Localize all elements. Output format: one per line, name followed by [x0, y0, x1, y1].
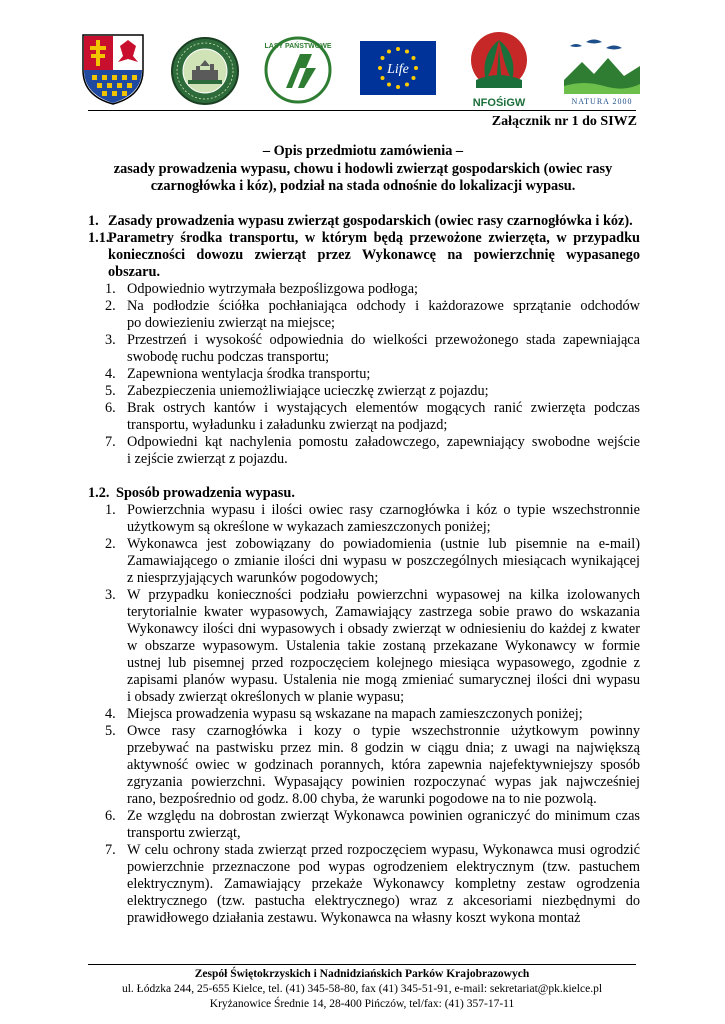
list-item-text: [127, 366, 640, 383]
list-item-number: 5.: [105, 723, 116, 739]
list-item-line: powierzchnie przeznaczone pod wypas ogrodzeniem elektrycznym (tzw. pastuchem: [127, 859, 640, 875]
list-item-number: 3.: [105, 332, 116, 348]
list-item-line: z niesprzyjających warunków pogodowych;: [127, 570, 379, 586]
list-item-text: [127, 706, 640, 723]
list-item-text: [127, 723, 640, 808]
footer-org-name: Zespół Świętokrzyskich i Nadnidziańskich Parków Krajobrazowych: [194, 968, 530, 980]
list-item-line: rano, bezpośrednio od godz. 8.00 chyba, że warunki pogodowe na to nie pozwolą.: [127, 791, 597, 807]
section-1-2: [88, 485, 640, 927]
list-item-line: Owce rasy czarnogłówka i kozy o typie wszechstronnie użytkowym powinny: [127, 723, 640, 739]
section-1-2-heading: 1.2. Sposób prowadzenia wypasu.: [88, 485, 295, 501]
list-item-number: 4.: [105, 706, 116, 722]
list-item: [88, 842, 640, 927]
natura-2000-logo: [564, 36, 640, 106]
list-item: [88, 298, 640, 332]
list-item-number: 4.: [105, 366, 116, 382]
list-item-text: [127, 587, 640, 706]
grazing-rules-list: [88, 502, 640, 927]
list-item-line: Zamawiającego o zmianie ilości dni wypasu w poszczególnych miesiącach wynikającej: [127, 553, 640, 569]
footer-divider: [88, 964, 636, 965]
section-1-1-heading: 1.1. Parametry środka transportu, w którym będą przewożone zwierzęta, w przypadku konieczności dowozu zwierząt przez Wykonawcę na powierzchnię wypasanego obszaru.: [88, 230, 640, 280]
list-item: [88, 332, 640, 366]
logo-row: [80, 30, 650, 110]
svg-text:NATURA 2000: NATURA 2000: [571, 97, 633, 106]
list-item: [88, 723, 640, 808]
list-item: [88, 434, 640, 468]
list-item-number: 1.: [105, 502, 116, 518]
section-1: [88, 213, 640, 468]
svg-text:Life: Life: [387, 62, 409, 77]
nfosigw-logo: [466, 30, 532, 110]
list-item-line: Odpowiedni kąt nachylenia pomostu załadowczego, zapewniający swobodne wejście: [127, 434, 640, 450]
list-item: [88, 281, 640, 298]
footer: [88, 967, 636, 1012]
list-item-line: W celu ochrony stada zwierząt przed rozpoczęciem wypasu, Wykonawca musi ogrodzić: [127, 842, 640, 858]
coat-of-arms-logo: [80, 32, 146, 106]
list-item-line: ustnej lub pisemnej przed rozpoczęciem kolejnego miesiąca wypasowego, zgodnie z: [127, 655, 640, 671]
list-item-line: Odpowiednio wytrzymała bezpoślizgowa podłoga;: [127, 281, 419, 297]
list-item-number: 2.: [105, 536, 116, 552]
list-item-line: Ze względu na dobrostan zwierząt Wykonawca powinien ograniczyć do minimum czas: [127, 808, 640, 824]
list-item-text: [127, 842, 640, 927]
list-item-line: prawidłowego działania zestawu. Wykonawca na własny koszt wykona montaż: [127, 910, 581, 926]
list-item-line: w obszarze wypasowym. Ustalenia takie zostaną przekazane Wykonawcy w formie: [127, 638, 640, 654]
document-subtitle-line1: zasady prowadzenia wypasu, chowu i hodowli zwierząt gospodarskich (owiec rasy: [113, 161, 613, 177]
list-item: [88, 536, 640, 587]
list-item-line: swobodę ruchu podczas transportu;: [127, 349, 330, 365]
list-item-line: terytorialnie kwater wypasowych, Zamawiający zastrzega sobie prawo do wskazania: [127, 604, 640, 620]
list-item-line: Zabezpieczenia uniemożliwiające ucieczkę zwierząt z pojazdu;: [127, 383, 489, 399]
list-item-line: Brak ostrych kantów i wystających elementów mogących ranić zwierzęta podczas: [127, 400, 640, 416]
list-item-line: transportu zwierząt,: [127, 825, 241, 841]
list-item-line: Przestrzeń i wysokość odpowiednia do wielkości przewożonego stada zapewniająca: [127, 332, 640, 348]
transport-requirements-list: [88, 281, 640, 468]
section-1-heading: 1. Zasady prowadzenia wypasu zwierząt gospodarskich (owiec rasy czarnogłówka i kóz).: [88, 213, 633, 229]
park-emblem-logo: [170, 36, 240, 106]
list-item-text: [127, 332, 640, 366]
list-item-line: transportu, wyładunku i załadunku zwierząt na podjazd;: [127, 417, 448, 433]
list-item: [88, 587, 640, 706]
list-item-line: Wykonawcy ilości dni wypasowych i obsady zwierząt w odniesieniu do każdej z kwater: [127, 621, 640, 637]
list-item: [88, 400, 640, 434]
document-title: – Opis przedmiotu zamówienia –: [262, 143, 464, 159]
list-item-text: [127, 502, 640, 536]
eu-life-logo: [360, 41, 436, 95]
list-item-number: 6.: [105, 400, 116, 416]
list-item: [88, 502, 640, 536]
list-item-text: [127, 434, 640, 468]
list-item-line: W przypadku konieczności podziału powierzchni wypasowej na kilka izolowanych: [127, 587, 640, 603]
list-item-line: Zapewniona wentylacja środka transportu;: [127, 366, 371, 382]
list-item-line: zapisami planów wypasu. Ustalenia nie mogą zmieniać sumarycznej ilości dni wypasu: [127, 672, 640, 688]
list-item-line: po dowiezieniu zwierząt na miejsce;: [127, 315, 336, 331]
svg-text:LASY PAŃSTWOWE: LASY PAŃSTWOWE: [264, 43, 332, 50]
list-item-number: 7.: [105, 434, 116, 450]
list-item-line: Powierzchnia wypasu i ilości owiec rasy czarnogłówka i kóz o typie wszechstronnie: [127, 502, 640, 518]
list-item-line: i obsady zwierząt określonych w planie wypasu;: [127, 689, 405, 705]
list-item-text: [127, 383, 640, 400]
list-item-line: i zejście zwierząt z pojazdu.: [127, 451, 288, 467]
list-item: [88, 366, 640, 383]
list-item-text: [127, 281, 640, 298]
list-item-number: 3.: [105, 587, 116, 603]
list-item-number: 1.: [105, 281, 116, 297]
footer-address-2: Kryżanowice Średnie 14, 28-400 Pińczów, tel/fax: (41) 357-17-11: [209, 998, 515, 1010]
list-item-line: zgryzania powierzchni. Wypasający powinien rozpoczynać wypas jak najwcześniej: [127, 774, 640, 790]
list-item: [88, 383, 640, 400]
document-subtitle-line2: czarnogłówka i kóz), podział na stada odnośnie do lokalizacji wypasu.: [150, 178, 576, 194]
list-item-number: 6.: [105, 808, 116, 824]
list-item-line: aktywność owiec w godzinach porannych, która zapewnia najefektywniejszy sposób: [127, 757, 640, 773]
list-item-line: elektrycznym). Zamawiający przekaże Wykonawcy kompletny zestaw ogrodzenia: [127, 876, 640, 892]
list-item-text: [127, 400, 640, 434]
annex-label: Załącznik nr 1 do SIWZ: [491, 114, 637, 129]
header-divider: [88, 110, 636, 111]
list-item-line: Na podłodzie ściółka pochłaniająca odchody i każdorazowe sprzątanie odchodów: [127, 298, 640, 314]
svg-text:NFOŚiGW: NFOŚiGW: [472, 97, 526, 109]
list-item-text: [127, 808, 640, 842]
list-item: [88, 706, 640, 723]
list-item-number: 7.: [105, 842, 116, 858]
list-item-line: Wykonawca jest zobowiązany do powiadomienia (ustnie lub pisemnie na e-mail): [127, 536, 640, 552]
list-item-number: 2.: [105, 298, 116, 314]
list-item-line: Miejsca prowadzenia wypasu są wskazane na mapach zamieszczonych poniżej;: [127, 706, 583, 722]
list-item-number: 5.: [105, 383, 116, 399]
list-item-line: elektrycznego (tzw. pastucha elektrycznego) wraz z akcesoriami niezbędnymi do: [127, 893, 640, 909]
list-item-line: użytkowym są określone w wykazach zamieszczonych poniżej;: [127, 519, 491, 535]
footer-address: ul. Łódzka 244, 25-655 Kielce, tel. (41) 345-58-80, fax (41) 345-51-91, e-mail: sekretariat@pk.kielce.pl: [121, 983, 603, 995]
list-item-text: [127, 536, 640, 587]
list-item: [88, 808, 640, 842]
list-item-text: [127, 298, 640, 332]
list-item-line: przebywać na pastwisku przez min. 8 godzin w ciągu dnia; z uwagi na największą: [127, 740, 640, 756]
lasy-panstwowe-logo: [264, 32, 332, 106]
